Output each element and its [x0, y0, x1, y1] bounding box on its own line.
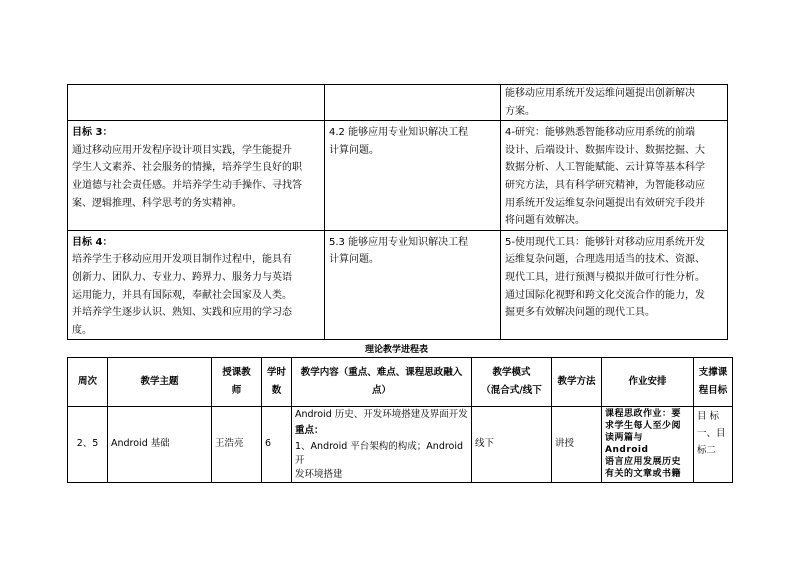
- homework-cell: 课程思政作业：要 求学生每人至少阅 读两篇与 Android 语言应用发展历史 有关的文章或书籍: [602, 407, 694, 483]
- goal-cell: [68, 121, 325, 231]
- goal-cell-empty: [68, 85, 325, 121]
- header-content: 教学内容（重点、难点、课程思政融入 点）: [292, 358, 472, 407]
- schedule-title: 理论教学进程表: [364, 345, 428, 355]
- requirement-cell: [501, 121, 728, 231]
- requirement-text: 能移动应用系统开发运维问题提出创新解决 方案。: [505, 88, 695, 117]
- topic-cell: Android 基础: [108, 407, 212, 483]
- schedule-row: [68, 407, 733, 483]
- indicator-cell: [325, 230, 501, 340]
- indicator-cell: [325, 121, 501, 231]
- hours-cell: 6: [262, 407, 292, 483]
- indicator-text: 4.2 能够应用专业知识解决工程 计算问题。: [329, 127, 469, 156]
- content-key: 1、Android 平台架构的构成；Android 开 发环境搭建: [295, 441, 464, 480]
- support-cell: 目 标 一、目 标二: [694, 407, 733, 483]
- header-mode: 教学模式 （混合式/线下: [472, 358, 552, 407]
- requirement-text: 4-研究：能够熟悉智能移动应用系统的前端 设计、后端设计、数据库设计、数据挖掘、大 数据分析、人工智能赋能、云计算等基本科学 研究方法，具有科学研究精神，为智能移动应 用系统开发运维复杂问题提出有效研究手段并 将问题有效解决。: [505, 127, 705, 227]
- week-cell: 2、5: [68, 407, 108, 483]
- mode-cell: 线下: [472, 407, 552, 483]
- indicator-cell-empty: [325, 85, 501, 121]
- method-cell: 讲授: [552, 407, 602, 483]
- header-method: 教学方法: [552, 358, 602, 407]
- header-topic: 教学主题: [108, 358, 212, 407]
- goal-cell: [68, 230, 325, 340]
- header-homework: 作业安排: [602, 358, 694, 407]
- content-key-label: 重点：: [295, 425, 324, 436]
- requirement-cell: [501, 85, 728, 121]
- objectives-row-goal-3: [68, 121, 728, 231]
- objectives-table: [67, 84, 728, 340]
- requirement-text: 5-使用现代工具：能够针对移动应用系统开发 运维复杂问题，合理选用适当的技术、资源、 现代工具，进行预测与模拟并做可行性分析。 通过国际化视野和跨文化交流合作的能力，发 掘更多有效解决问题的现代工具。: [505, 236, 705, 319]
- content-intro: Android 历史、开发环境搭建及界面开发: [295, 409, 468, 420]
- header-teacher: 授课教 师: [212, 358, 262, 407]
- header-week: 周次: [68, 358, 108, 407]
- teacher-cell: 王浩亮: [212, 407, 262, 483]
- objectives-row-continued: [68, 85, 728, 121]
- goal-text: 培养学生于移动应用开发项目制作过程中，能具有 创新力、团队力、专业力、跨界力、服务力与英语 运用能力，并具有国际观，奉献社会国家及人类。 并培养学生逐步认识、熟知、实践和应用的学习态 度。: [72, 254, 292, 336]
- indicator-text: 5.3 能够应用专业知识解决工程 计算问题。: [329, 236, 469, 266]
- requirement-cell: [501, 230, 728, 340]
- schedule-table: [67, 357, 733, 483]
- objectives-row-goal-4: [68, 230, 728, 340]
- schedule-header-row: [68, 358, 733, 407]
- header-hours: 学时 数: [262, 358, 292, 407]
- content-cell: [292, 407, 472, 483]
- goal-title: 目标 3：: [72, 127, 113, 139]
- header-support: 支撑课 程目标: [694, 358, 733, 407]
- goal-text: 通过移动应用开发程序设计项目实践，学生能提升 学生人文素养、社会服务的情操，培养学生良好的职 业道德与社会责任感。并培养学生动手操作、寻找答 案、逻辑推理、科学思考的务实精神。: [72, 144, 302, 209]
- goal-title: 目标 4：: [72, 236, 113, 248]
